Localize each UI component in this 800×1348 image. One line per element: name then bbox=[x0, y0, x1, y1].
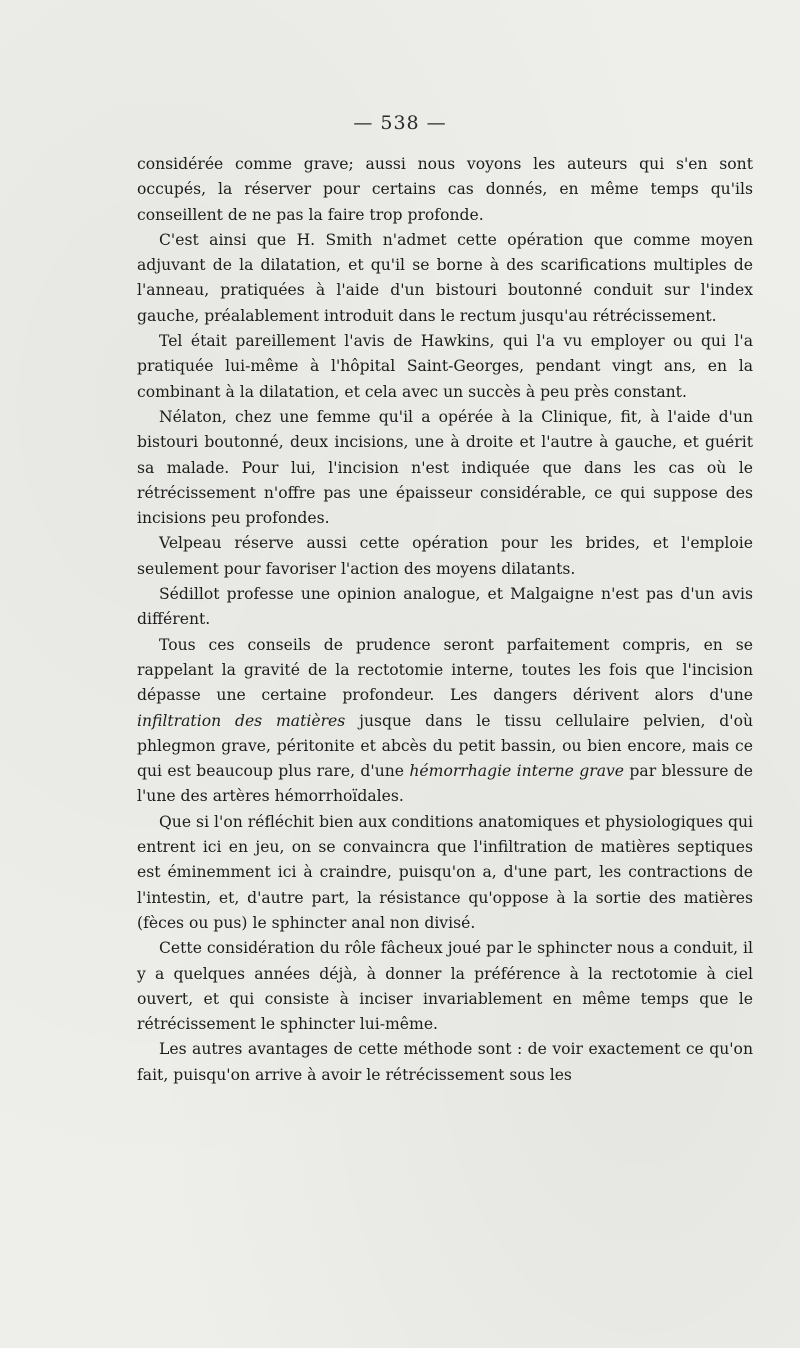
text-run: considérée comme grave; aussi nous voyons les auteurs qui s'en sont occupés, la réserver pour certains cas donnés, en même temps qu'ils conseillent de ne pas la faire trop profonde. bbox=[137, 155, 753, 224]
text-run: Tel était pareillement l'avis de Hawkins, qui l'a vu employer ou qui l'a pratiquée lui-même à l'hôpital Saint-Georges, pendant vingt ans, en la combinant à la dilatation, et cela avec un succès à peu près constant. bbox=[137, 332, 753, 401]
page-number: — 538 — bbox=[353, 112, 447, 134]
text-run: Que si l'on réfléchit bien aux conditions anatomiques et physiologiques qui entrent ici en jeu, on se convaincra que l'infiltration de matières septiques est éminemment ici à craindre, puisqu'on a, d'une part, les contractions de l'intestin, et, d'autre part, la résistance qu'oppose à la sortie des matières (fèces ou pus) le sphincter anal non divisé. bbox=[137, 812, 753, 932]
paragraph bbox=[137, 531, 753, 582]
text-run: C'est ainsi que H. Smith n'admet cette opération que comme moyen adjuvant de la dilatation, et qu'il se borne à des scarifications multiples de l'anneau, pratiquées à l'aide d'un bistouri boutonné conduit sur l'index gauche, préalablement introduit dans le rectum jusqu'au rétrécissement. bbox=[137, 230, 753, 325]
text-run: par blessure de l'une des artères hémorrhoïdales. bbox=[137, 762, 754, 806]
text-run: jusque dans le tissu cellulaire pelvien, d'où phlegmon grave, péritonite et abcès du petit bassin, ou bien encore, mais ce qui est beaucoup plus rare, d'une bbox=[137, 711, 754, 781]
paragraph bbox=[137, 582, 753, 633]
paragraph bbox=[137, 228, 753, 329]
text-run: Nélaton, chez une femme qu'il a opérée à la Clinique, fit, à l'aide d'un bistouri boutonné, deux incisions, une à droite et l'autre à gauche, et guérit sa malade. Pour lui, l'incision n'est indiquée que dans les cas où le rétrécissement n'offre pas une épaisseur considérable, ce qui suppose des incisions peu profondes. bbox=[137, 407, 753, 528]
italic-phrase: infiltration des matières bbox=[137, 711, 346, 730]
paragraph bbox=[137, 405, 753, 531]
paragraph bbox=[137, 810, 753, 936]
body-text bbox=[137, 152, 753, 1088]
text-run: Sédillot professe une opinion analogue, et Malgaigne n'est pas d'un avis différent. bbox=[137, 585, 753, 629]
paragraph bbox=[137, 936, 753, 1037]
paragraph bbox=[137, 1037, 753, 1088]
text-run: Les autres avantages de cette méthode sont : de voir exactement ce qu'on fait, puisqu'on arrive à avoir le rétrécissement sous les bbox=[137, 1040, 753, 1084]
text-run: Tous ces conseils de prudence seront parfaitement compris, en se rappelant la gravité de la rectotomie interne, toutes les fois que l'incision dépasse une certaine profondeur. Les dangers dérivent alors d'une bbox=[137, 635, 753, 705]
paragraph bbox=[137, 152, 753, 228]
italic-phrase: hémorrhagie interne grave bbox=[409, 762, 625, 781]
paragraph bbox=[137, 329, 753, 405]
text-run: Cette considération du rôle fâcheux joué par le sphincter nous a conduit, il y a quelques années déjà, à donner la préférence à la rectotomie à ciel ouvert, et qui consiste à inciser invariablement en même temps que le rétrécissement le sphincter lui-même. bbox=[137, 939, 753, 1034]
text-run: Velpeau réserve aussi cette opération pour les brides, et l'emploie seulement pour favoriser l'action des moyens dilatants. bbox=[137, 534, 753, 578]
paragraph bbox=[137, 633, 753, 810]
